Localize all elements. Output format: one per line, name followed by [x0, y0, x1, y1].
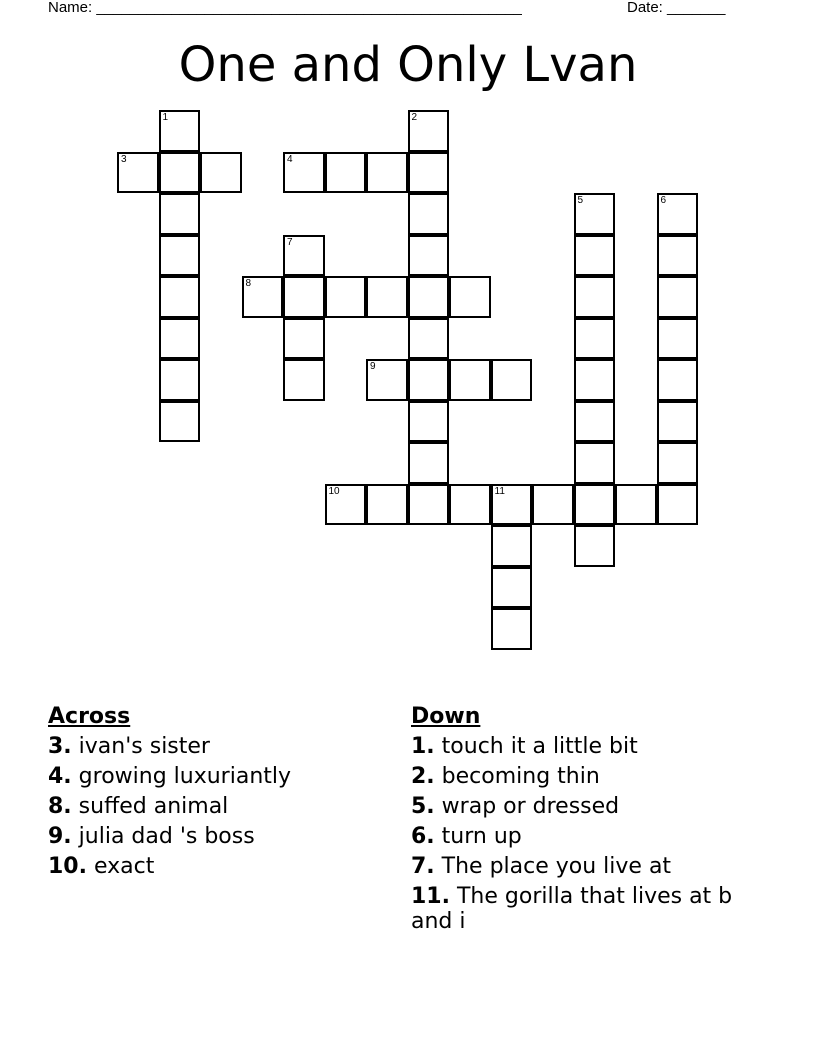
grid-cell [159, 193, 201, 235]
grid-cell [408, 276, 450, 318]
date-field: Date: _______ [627, 0, 726, 16]
grid-cell [159, 401, 201, 443]
clue-text: wrap or dressed [441, 794, 620, 819]
grid-cell [574, 442, 616, 484]
grid-cell [366, 152, 408, 194]
clue-text: suffed animal [78, 794, 229, 819]
grid-cell [657, 484, 699, 526]
grid-cell [408, 152, 450, 194]
cell-number: 5 [577, 195, 584, 206]
clue-text: becoming thin [441, 764, 600, 789]
clue-item [48, 824, 388, 849]
cell-number: 6 [660, 195, 667, 206]
grid-cell [366, 359, 408, 401]
grid-cell [449, 276, 491, 318]
grid-cell [574, 318, 616, 360]
grid-cell [408, 193, 450, 235]
grid-cell [159, 235, 201, 277]
grid-cell [159, 152, 201, 194]
grid-cell [574, 401, 616, 443]
grid-cell [532, 484, 574, 526]
grid-cell [657, 276, 699, 318]
grid-cell [408, 484, 450, 526]
cell-number: 7 [287, 236, 293, 248]
grid-cell [574, 276, 616, 318]
clue-number: 8. [48, 794, 72, 819]
grid-cell [159, 276, 201, 318]
grid-cell [491, 484, 533, 526]
cell-number: 9 [370, 361, 376, 372]
across-clues [48, 702, 388, 884]
clue-number: 6. [411, 824, 435, 849]
grid-cell [491, 525, 533, 567]
clue-item [411, 854, 771, 879]
clue-text: exact [93, 854, 155, 879]
clue-text: The place you live at [441, 854, 672, 879]
grid-cell [117, 152, 159, 194]
grid-cell [574, 193, 616, 235]
grid-cell [283, 235, 325, 277]
grid-cell [657, 193, 699, 235]
grid-cell [449, 359, 491, 401]
grid-cell [283, 276, 325, 318]
grid-cell [491, 567, 533, 609]
down-heading: Down [411, 704, 481, 729]
grid-cell [491, 608, 533, 650]
grid-cell [242, 276, 284, 318]
grid-cell [408, 318, 450, 360]
page-title: One and Only Lvan [178, 37, 638, 93]
grid-cell [657, 318, 699, 360]
clue-number: 9. [48, 824, 72, 849]
clue-number: 2. [411, 764, 435, 789]
clue-number: 5. [411, 794, 435, 819]
clue-item [411, 794, 771, 819]
grid-cell [657, 442, 699, 484]
name-field: Name: ___________________________________________________ [48, 0, 522, 16]
grid-cell [159, 318, 201, 360]
grid-cell [657, 401, 699, 443]
clue-item [48, 794, 388, 819]
clue-number: 1. [411, 734, 435, 759]
grid-cell [283, 318, 325, 360]
clue-text: The gorilla that lives at b and i [411, 884, 733, 934]
clue-item [411, 764, 771, 789]
grid-cell [408, 235, 450, 277]
clue-item [48, 734, 388, 759]
grid-cell [574, 359, 616, 401]
clue-text: touch it a little bit [441, 734, 638, 759]
grid-cell [159, 359, 201, 401]
cell-number: 8 [245, 278, 252, 289]
grid-cell [366, 484, 408, 526]
grid-cell [408, 110, 450, 152]
clue-number: 7. [411, 854, 435, 879]
down-clues [411, 702, 771, 939]
clue-item [48, 854, 388, 879]
grid-cell [574, 484, 616, 526]
clue-text: growing luxuriantly [78, 764, 292, 789]
grid-cell [283, 359, 325, 401]
grid-cell [491, 359, 533, 401]
cell-number: 11 [494, 485, 505, 497]
clue-text: julia dad 's boss [78, 824, 255, 849]
grid-cell [574, 235, 616, 277]
cell-number: 10 [328, 485, 340, 497]
clue-number: 10. [48, 854, 87, 879]
grid-cell [325, 152, 367, 194]
grid-cell [408, 359, 450, 401]
cell-number: 3 [121, 153, 127, 165]
grid-cell [449, 484, 491, 526]
grid-cell [408, 401, 450, 443]
grid-cell [657, 235, 699, 277]
clue-text: turn up [441, 824, 522, 849]
clue-number: 11. [411, 884, 450, 909]
across-heading: Across [48, 704, 131, 729]
clue-item [411, 824, 771, 849]
clue-text: ivan's sister [78, 734, 210, 759]
grid-cell [159, 110, 201, 152]
cell-number: 2 [411, 112, 418, 123]
grid-cell [325, 484, 367, 526]
clue-item [411, 884, 771, 934]
clue-number: 3. [48, 734, 72, 759]
grid-cell [366, 276, 408, 318]
clue-item [48, 764, 388, 789]
grid-cell [200, 152, 242, 194]
grid-cell [325, 276, 367, 318]
grid-cell [657, 359, 699, 401]
grid-cell [408, 442, 450, 484]
grid-cell [574, 525, 616, 567]
cell-number: 1 [162, 112, 169, 123]
grid-cell [615, 484, 657, 526]
clue-item [411, 734, 771, 759]
clue-number: 4. [48, 764, 72, 789]
grid-cell [283, 152, 325, 194]
cell-number: 4 [287, 153, 293, 165]
